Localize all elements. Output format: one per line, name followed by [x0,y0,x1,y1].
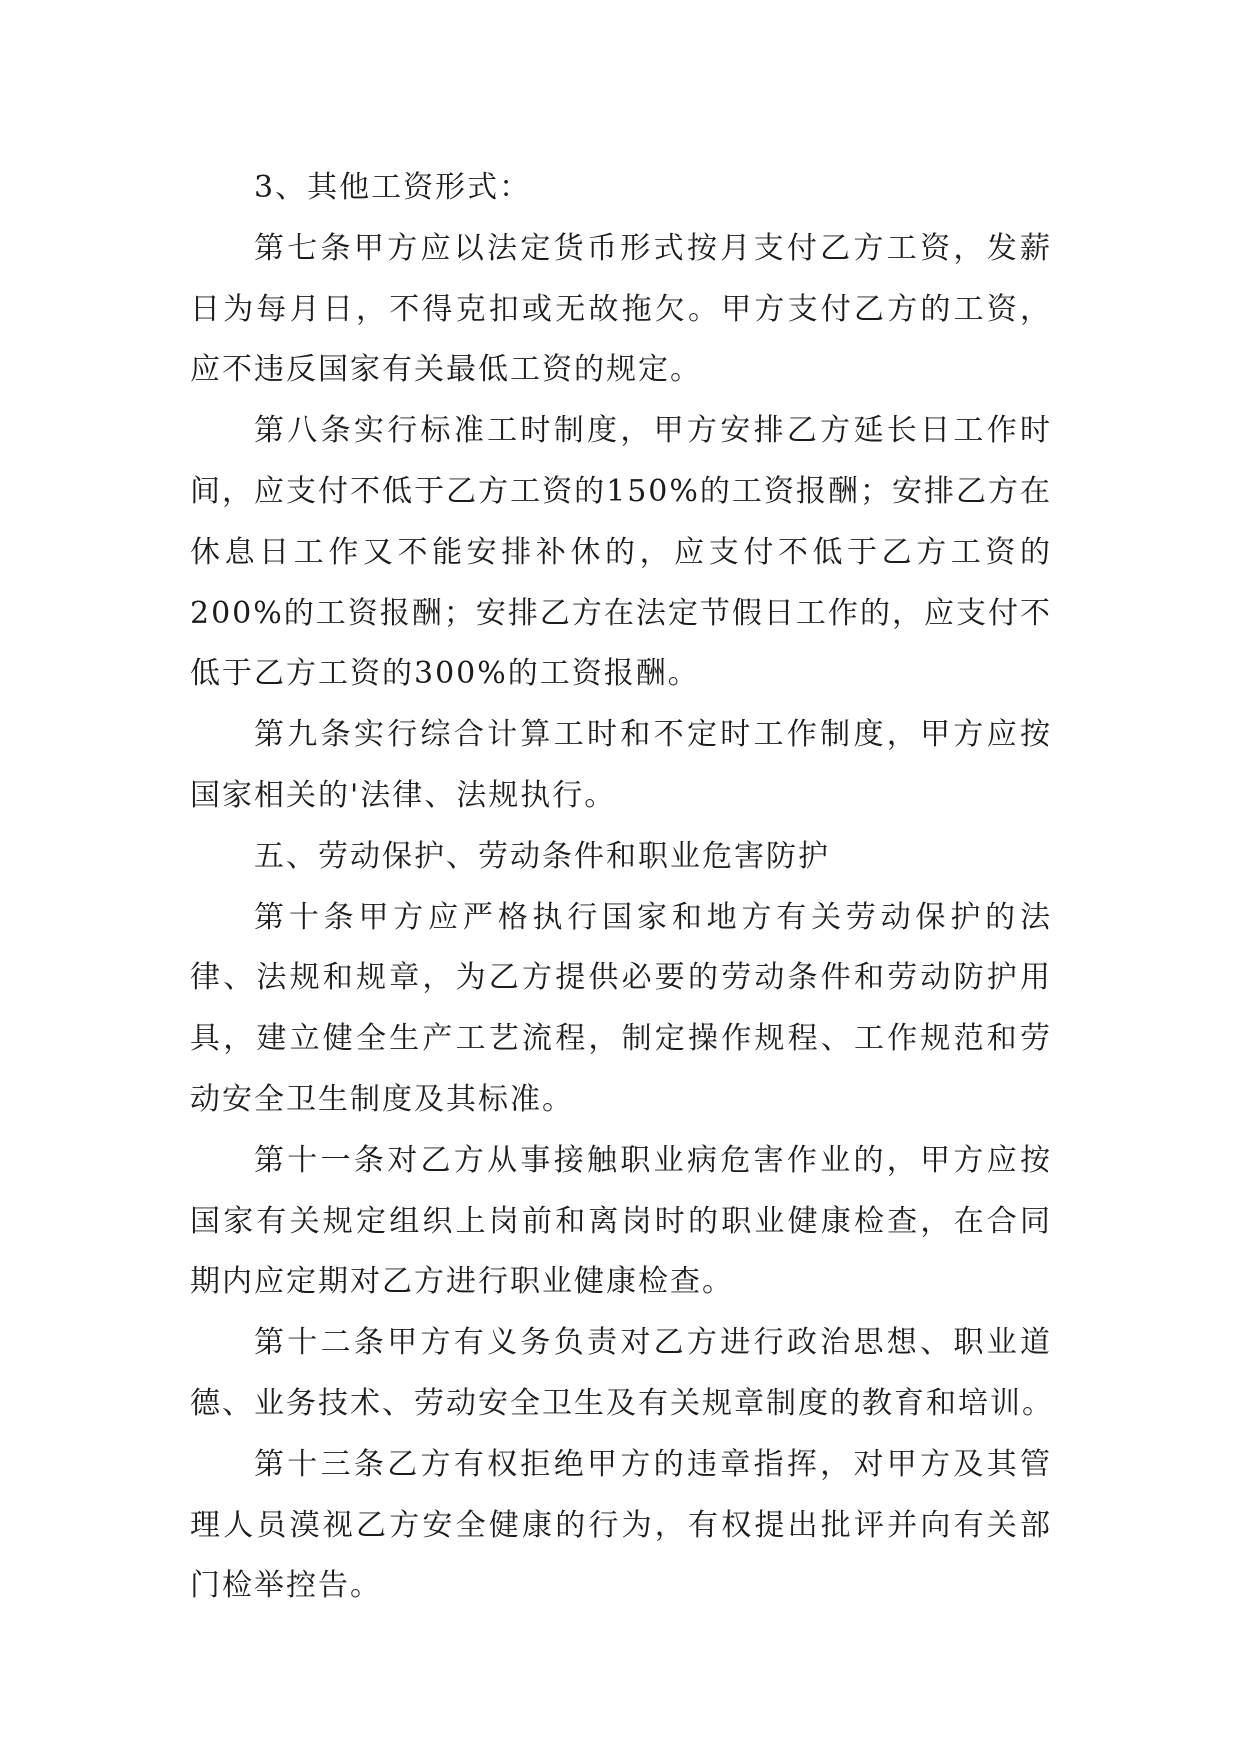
text-line: 间，应支付不低于乙方工资的150%的工资报酬；安排乙方在 [190,473,1052,509]
text-line: 200%的工资报酬；安排乙方在法定节假日工作的，应支付不 [190,595,1052,631]
paragraph-article-9 [190,705,1052,827]
text-line: 第八条实行标准工时制度，甲方安排乙方延长日工作时 [254,413,1052,449]
text-line: 理人员漠视乙方安全健康的行为，有权提出批评并向有关部 [190,1507,1052,1543]
section-5-heading [190,827,1052,888]
text-line: 应不违反国家有关最低工资的规定。 [190,352,702,388]
text-line: 德、业务技术、劳动安全卫生及有关规章制度的教育和培训。 [190,1385,1054,1421]
paragraph-article-8 [190,401,1052,705]
paragraph-article-12 [190,1313,1052,1435]
paragraph-article-10 [190,888,1052,1131]
text-line: 第十三条乙方有权拒绝甲方的违章指挥，对甲方及其管 [254,1446,1052,1482]
text-line: 国家相关的'法律、法规执行。 [190,777,617,813]
paragraph-wage-forms-other [190,158,1052,219]
text-line: 第十二条甲方有义务负责对乙方进行政治思想、职业道 [254,1325,1052,1361]
paragraph-article-13 [190,1435,1052,1617]
text-line: 国家有关规定组织上岗前和离岗时的职业健康检查，在合同 [190,1203,1052,1239]
text-line: 低于乙方工资的300%的工资报酬。 [190,656,700,692]
text-line: 第九条实行综合计算工时和不定时工作制度，甲方应按 [254,717,1052,753]
text-line: 第十一条对乙方从事接触职业病危害作业的，甲方应按 [254,1142,1052,1178]
document-body [190,158,1052,1617]
text-line: 具，建立健全生产工艺流程，制定操作规程、工作规范和劳 [190,1021,1052,1057]
text-line: 第十条甲方应严格执行国家和地方有关劳动保护的法 [254,899,1052,935]
text-line: 动安全卫生制度及其标准。 [190,1081,574,1117]
text-line: 律、法规和规章，为乙方提供必要的劳动条件和劳动防护用 [190,960,1052,996]
text-line: 期内应定期对乙方进行职业健康检查。 [190,1264,734,1300]
paragraph-article-11 [190,1131,1052,1313]
text-line: 五、劳动保护、劳动条件和职业危害防护 [254,838,830,874]
text-line: 门检举控告。 [190,1568,382,1604]
text-line: 休息日工作又不能安排补休的，应支付不低于乙方工资的 [190,534,1052,570]
text-line: 日为每月日，不得克扣或无故拖欠。甲方支付乙方的工资， [190,291,1052,327]
paragraph-article-7 [190,219,1052,401]
text-line: 3、其他工资形式： [254,170,532,205]
text-line: 第七条甲方应以法定货币形式按月支付乙方工资，发薪 [254,230,1052,266]
